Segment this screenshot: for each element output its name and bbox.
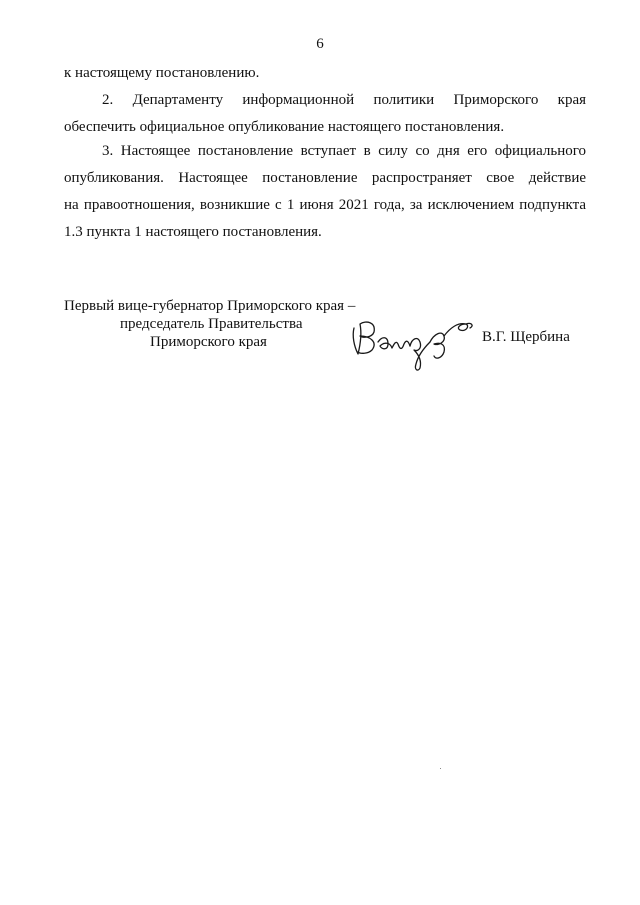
text-line: на правоотношения, возникшие с 1 июня 2021 года, за исключением подпункта	[64, 197, 586, 213]
text-line: 1.3 пункта 1 настоящего постановления.	[64, 224, 322, 240]
page-number: 6	[316, 36, 324, 52]
signer-name: В.Г. Щербина	[482, 329, 570, 345]
signer-position-line-1: Первый вице-губернатор Приморского края –	[64, 298, 356, 314]
text-line: обеспечить официальное опубликование настоящего постановления.	[64, 119, 505, 135]
text-line: 2. Департаменту информационной политики Приморского края	[102, 92, 586, 108]
scan-speck	[440, 768, 441, 769]
signer-position-line-2: председатель Правительства	[120, 316, 303, 332]
text-line: 3. Настоящее постановление вступает в силу со дня его официального	[102, 143, 586, 159]
text-line: к настоящему постановлению.	[64, 65, 260, 81]
signer-position-line-3: Приморского края	[150, 334, 267, 350]
handwritten-signature	[348, 306, 478, 376]
text-line: опубликования. Настоящее постановление распространяет свое действие	[64, 170, 586, 186]
paragraph-item-3	[64, 138, 586, 246]
paragraph-item-2	[64, 87, 586, 141]
paragraph-continuation	[64, 60, 586, 87]
